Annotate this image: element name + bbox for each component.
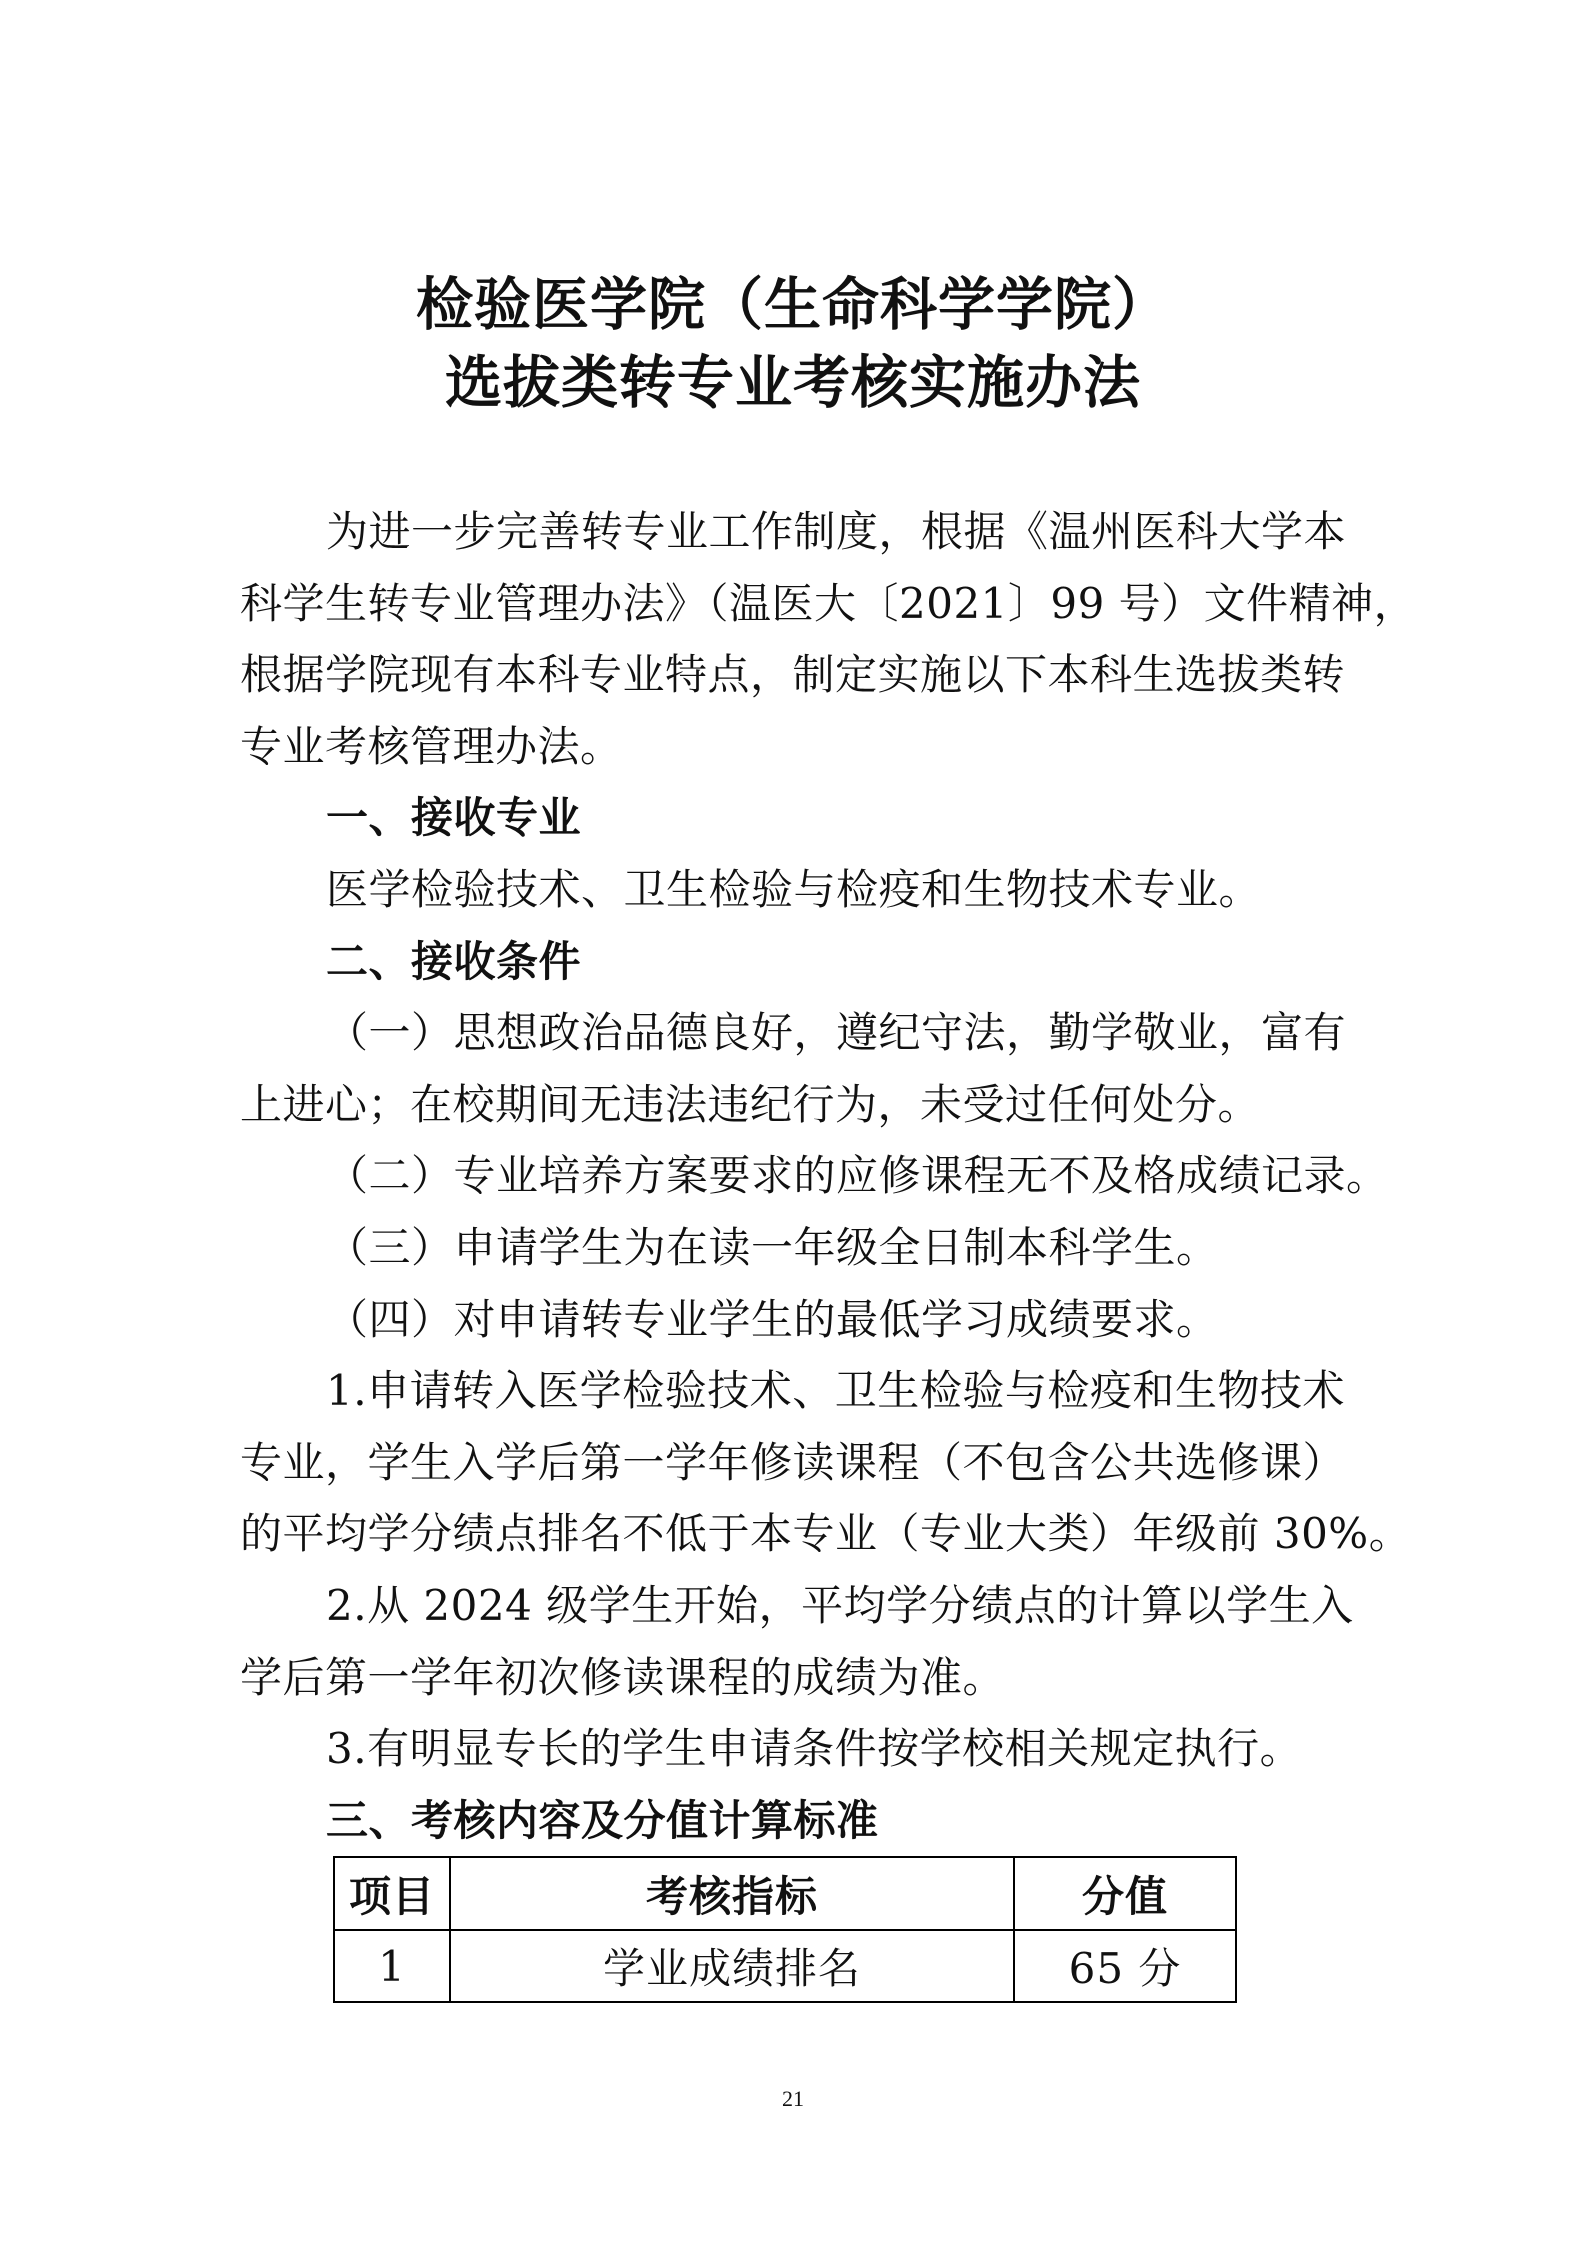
table-cell-item: 1 <box>334 1930 450 2002</box>
condition-item <box>240 1570 1354 1713</box>
intro-line: 为进一步完善转专业工作制度，根据《温州医科大学本 <box>326 507 1347 556</box>
document-title-line-2: 选拔类转专业考核实施办法 <box>445 349 1141 416</box>
page-number: 21 <box>782 2086 804 2111</box>
column-header-indicator: 考核指标 <box>450 1857 1014 1930</box>
condition-item <box>240 1355 1412 1570</box>
document-body <box>240 496 1417 1856</box>
condition-line: 3.有明显专长的学生申请条件按学校相关规定执行。 <box>326 1724 1303 1774</box>
intro-paragraph <box>240 496 1417 782</box>
condition-item <box>240 1140 1389 1212</box>
table-row <box>334 1930 1236 2002</box>
column-header-item: 项目 <box>334 1857 450 1930</box>
table-header-row <box>334 1857 1236 1930</box>
section-assessment <box>240 1785 1345 1857</box>
section-text: 医学检验技术、卫生检验与检疫和生物技术专业。 <box>326 864 1262 914</box>
section-heading: 二、接收条件 <box>326 936 582 986</box>
condition-line: 学后第一学年初次修读课程的成绩为准。 <box>240 1652 1006 1702</box>
condition-item <box>240 1284 1345 1356</box>
condition-line: 2.从 2024 级学生开始，平均学分绩点的计算以学生入 <box>326 1580 1354 1630</box>
condition-line: （三）申请学生为在读一年级全日制本科学生。 <box>326 1222 1219 1272</box>
condition-line: 专业，学生入学后第一学年修读课程（不包含公共选修课） <box>240 1437 1346 1487</box>
condition-item <box>240 1713 1345 1785</box>
section-heading: 三、考核内容及分值计算标准 <box>326 1795 879 1845</box>
intro-line: 专业考核管理办法。 <box>240 721 623 771</box>
table-cell-score: 65 分 <box>1014 1930 1236 2002</box>
condition-line: 的平均学分绩点排名不低于本专业（专业大类）年级前 30%。 <box>240 1509 1412 1559</box>
document-title-line-1: 检验医学院（生命科学学院） <box>416 271 1170 338</box>
condition-item <box>240 1212 1345 1284</box>
intro-line: 根据学院现有本科专业特点，制定实施以下本科生选拔类转 <box>240 650 1346 700</box>
condition-line: 1.申请转入医学检验技术、卫生检验与检疫和生物技术 <box>326 1366 1345 1416</box>
section-heading: 一、接收专业 <box>326 793 582 843</box>
intro-line: 科学生转专业管理办法》（温医大〔2021〕99 号）文件精神， <box>240 578 1417 628</box>
condition-line: （二）专业培养方案要求的应修课程无不及格成绩记录。 <box>326 1151 1389 1201</box>
condition-line: （一）思想政治品德良好，遵纪守法，勤学敬业，富有 <box>326 1008 1347 1058</box>
condition-line: 上进心；在校期间无违法违纪行为，未受过任何处分。 <box>240 1079 1261 1129</box>
condition-line: （四）对申请转专业学生的最低学习成绩要求。 <box>326 1294 1219 1344</box>
column-header-score: 分值 <box>1014 1857 1236 1930</box>
assessment-table <box>333 1856 1237 2003</box>
section-receiving-conditions <box>240 926 1412 1785</box>
section-receiving-majors <box>240 782 1345 925</box>
table-cell-indicator: 学业成绩排名 <box>450 1930 1014 2002</box>
condition-item <box>240 997 1345 1140</box>
